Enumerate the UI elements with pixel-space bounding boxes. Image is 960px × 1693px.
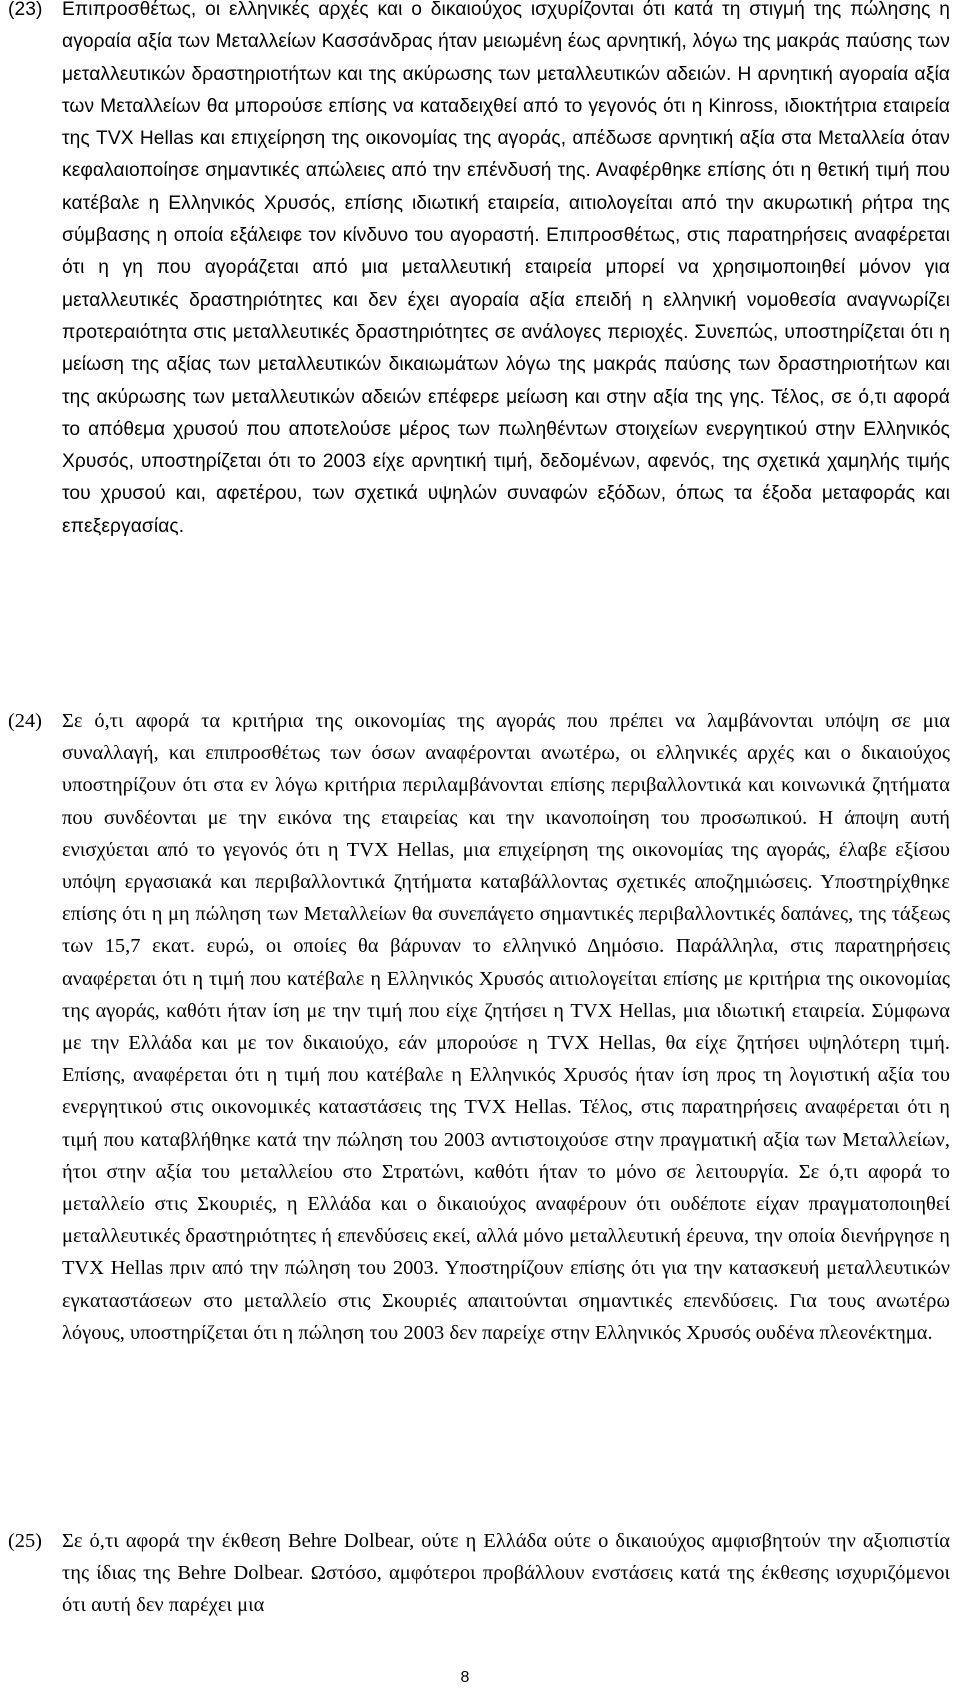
paragraph-25: [8, 1525, 950, 1622]
paragraph-number: (23): [8, 0, 43, 20]
page-number: 8: [460, 1669, 470, 1686]
paragraph-number: (25): [8, 1530, 42, 1552]
paragraph-24: [8, 705, 950, 1349]
paragraph-text: Σε ό,τι αφορά την έκθεση Behre Dolbear, ούτε η Ελλάδα ούτε ο δικαιούχος αμφισβητούν την αξιοπιστία της ίδιας της Behre Dolbear. Ωστόσο, αμφότεροι προβάλλουν ενστάσεις κατά της έκθεσης ισχυριζόμενοι ότι αυτή δεν παρέχει μια: [62, 1530, 950, 1617]
paragraph-23: [8, 0, 950, 543]
paragraph-number: (24): [8, 710, 42, 732]
paragraph-text: Επιπροσθέτως, οι ελληνικές αρχές και ο δικαιούχος ισχυρίζονται ότι κατά τη στιγμή της πώλησης η αγοραία αξία των Μεταλλείων Κασσάνδρας ήταν μειωμένη έως αρνητική, λόγω της μακράς παύσης των μεταλλευτικών δραστηριοτήτων και της ακύρωσης των μεταλλευτικών αδειών. Η αρνητική αγοραία αξία των Μεταλλείων θα μπορούσε επίσης να καταδειχθεί από το γεγονός ότι η Kinross, ιδιοκτήτρια εταιρεία της TVX Hellas και επιχείρηση της οικονομίας της αγοράς, απέδωσε αρνητική αξία στα Μεταλλεία όταν κεφαλαιοποίησε σημαντικές απώλειες από την επένδυσή της. Αναφέρθηκε επίσης ότι η θετική τιμή που κατέβαλε η Ελληνικός Χρυσός, επίσης ιδιωτική εταιρεία, αιτιολογείται από την ακυρωτική ρήτρα της σύμβασης η οποία εξάλειφε τον κίνδυνο του αγοραστή. Επιπροσθέτως, στις παρατηρήσεις αναφέρεται ότι η γη που αγοράζεται από μια μεταλλευτική εταιρεία μπορεί να χρησιμοποιηθεί μόνον για μεταλλευτικές δραστηριότητες και δεν έχει αγοραία αξία επειδή η ελληνική νομοθεσία αναγνωρίζει προτεραιότητα στις μεταλλευτικές δραστηριότητες σε ανάλογες περιοχές. Συνεπώς, υποστηρίζεται ότι η μείωση της αξίας των μεταλλευτικών δικαιωμάτων λόγω της μακράς παύσης των δραστηριοτήτων και της ακύρωσης των μεταλλευτικών αδειών επέφερε μείωση και στην αξία της γης. Τέλος, σε ό,τι αφορά το απόθεμα χρυσού που αποτελούσε μέρος των πωληθέντων στοιχείων ενεργητικού στην Ελληνικός Χρυσός, υποστηρίζεται ότι το 2003 είχε αρνητική τιμή, δεδομένων, αφενός, της σχετικά χαμηλής τιμής του χρυσού και, αφετέρου, των σχετικά υψηλών συναφών εξόδων, όπως τα έξοδα μεταφοράς και επεξεργασίας.: [62, 0, 950, 537]
paragraph-text: Σε ό,τι αφορά τα κριτήρια της οικονομίας της αγοράς που πρέπει να λαμβάνονται υπόψη σε μια συναλλαγή, και επιπροσθέτως των όσων αναφέρονται ανωτέρω, οι ελληνικές αρχές και ο δικαιούχος υποστηρίζουν ότι στα εν λόγω κριτήρια περιλαμβάνονται επίσης περιβαλλοντικά και κοινωνικά ζητήματα που συνδέονται με την εικόνα της εταιρείας και την ικανοποίηση του προσωπικού. Η άποψη αυτή ενισχύεται από το γεγονός ότι η TVX Hellas, μια επιχείρηση της οικονομίας της αγοράς, έλαβε εξίσου υπόψη εργασιακά και περιβαλλοντικά ζητήματα καταβάλλοντας σχετικές αποζημιώσεις. Υποστηρίχθηκε επίσης ότι η μη πώληση των Μεταλλείων θα συνεπάγετο σημαντικές περιβαλλοντικές δαπάνες, της τάξεως των 15,7 εκατ. ευρώ, οι οποίες θα βάρυναν το ελληνικό Δημόσιο. Παράλληλα, στις παρατηρήσεις αναφέρεται ότι η τιμή που κατέβαλε η Ελληνικός Χρυσός αιτιολογείται επίσης με κριτήρια της οικονομίας της αγοράς, καθότι ήταν ίση με την τιμή που είχε ζητήσει η TVX Hellas, μια ιδιωτική εταιρεία. Σύμφωνα με την Ελλάδα και με τον δικαιούχο, εάν μπορούσε η TVX Hellas, θα είχε ζητήσει υψηλότερη τιμή. Επίσης, αναφέρεται ότι η τιμή που κατέβαλε η Ελληνικός Χρυσός ήταν ίση προς τη λογιστική αξία του ενεργητικού στις οικονομικές καταστάσεις της TVX Hellas. Τέλος, στις παρατηρήσεις αναφέρεται ότι η τιμή που καταβλήθηκε κατά την πώληση του 2003 αντιστοιχούσε στην πραγματική αξία των Μεταλλείων, ήτοι στην αξία του μεταλλείου στο Στρατώνι, καθότι ήταν το μόνο σε λειτουργία. Σε ό,τι αφορά το μεταλλείο στις Σκουριές, η Ελλάδα και ο δικαιούχος αναφέρουν ότι ουδέποτε είχαν πραγματοποιηθεί μεταλλευτικές δραστηριότητες ή επενδύσεις εκεί, αλλά μόνο μεταλλευτική έρευνα, την οποία διενήργησε η TVX Hellas πριν από την πώληση του 2003. Υποστηρίζουν επίσης ότι για την κατασκευή μεταλλευτικών εγκαταστάσεων στο μεταλλείο στις Σκουριές απαιτούνται σημαντικές επενδύσεις. Για τους ανωτέρω λόγους, υποστηρίζεται ότι η πώληση του 2003 δεν παρείχε στην Ελληνικός Χρυσός ουδένα πλεονέκτημα.: [62, 710, 950, 1344]
